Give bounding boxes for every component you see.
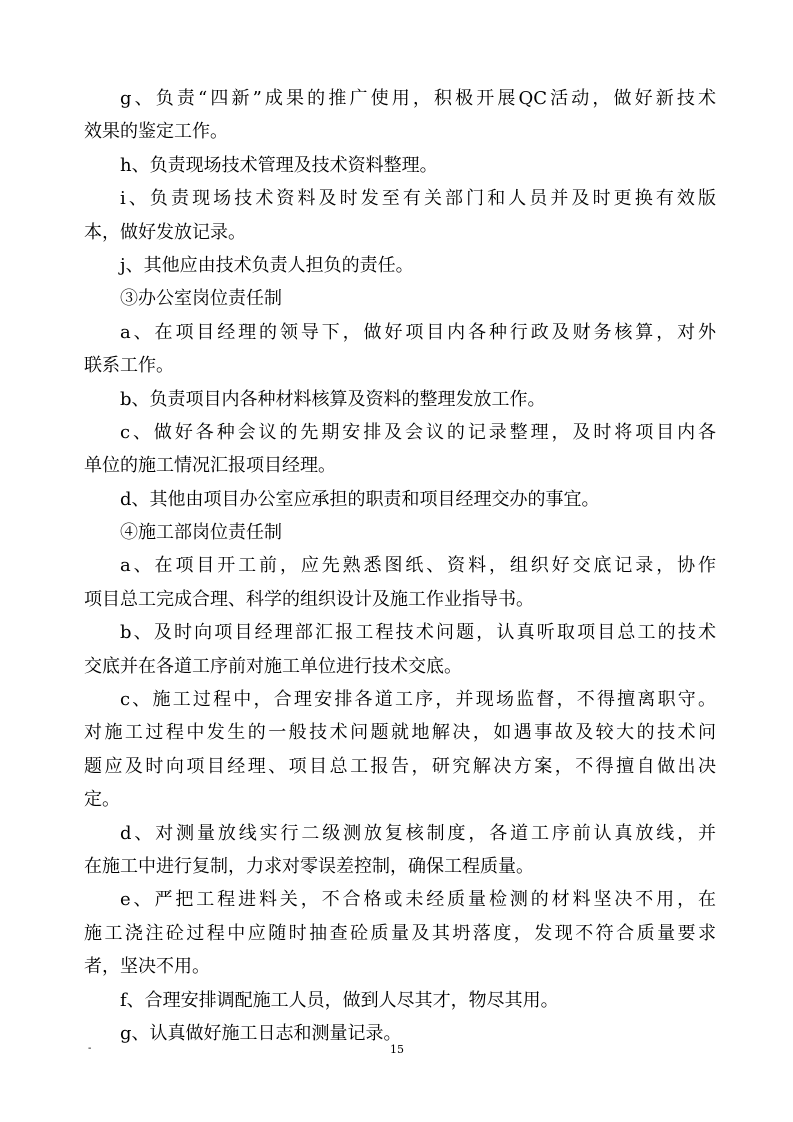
- text-line: d、对测量放线实行二级测放复核制度，各道工序前认真放线，并: [120, 822, 716, 844]
- text-line: g、认真做好施工日志和测量记录。: [120, 1022, 402, 1044]
- text-line: 者，坚决不用。: [84, 956, 210, 978]
- footer-dash: -: [88, 1043, 92, 1054]
- text-line: j、其他应由技术负责人担负的责任。: [120, 254, 414, 276]
- document-body: [84, 82, 716, 1050]
- text-line: 本，做好发放记录。: [84, 221, 246, 243]
- text-line: 效果的鉴定工作。: [84, 121, 228, 143]
- text-line: e、严把工程进料关，不合格或未经质量检测的材料坚决不用，在: [120, 889, 716, 911]
- text-line: 定。: [84, 789, 120, 811]
- text-line: a、在项目开工前，应先熟悉图纸、资料，组织好交底记录，协作: [120, 555, 716, 577]
- text-line: 交底并在各道工序前对施工单位进行技术交底。: [84, 655, 462, 677]
- text-line: 题应及时向项目经理、项目总工报告，研究解决方案，不得擅自做出决: [84, 755, 716, 777]
- text-line: 联系工作。: [84, 355, 174, 377]
- text-line: 在施工中进行复制，力求对零误差控制，确保工程质量。: [84, 855, 534, 877]
- text-line: 项目总工完成合理、科学的组织设计及施工作业指导书。: [84, 588, 534, 610]
- text-line: 施工浇注砼过程中应随时抽查砼质量及其坍落度，发现不符合质量要求: [84, 922, 716, 944]
- text-line: a、在项目经理的领导下，做好项目内各种行政及财务核算，对外: [120, 321, 716, 343]
- text-line: ③办公室岗位责任制: [120, 288, 282, 310]
- text-line: c、施工过程中，合理安排各道工序，并现场监督，不得擅离职守。: [120, 689, 716, 711]
- text-line: 对施工过程中发生的一般技术问题就地解决，如遇事故及较大的技术问: [84, 722, 716, 744]
- text-line: b、及时向项目经理部汇报工程技术问题，认真听取项目总工的技术: [120, 622, 716, 644]
- page-number: 15: [390, 1043, 404, 1056]
- text-line: ④施工部岗位责任制: [120, 522, 282, 544]
- text-line: i、负责现场技术资料及时发至有关部门和人员并及时更换有效版: [120, 188, 716, 210]
- text-line: f、合理安排调配施工人员，做到人尽其才，物尽其用。: [120, 989, 559, 1011]
- text-line: h、负责现场技术管理及技术资料整理。: [120, 154, 438, 176]
- text-line: c、做好各种会议的先期安排及会议的记录整理，及时将项目内各: [120, 421, 716, 443]
- text-line: g、负责“四新”成果的推广使用，积极开展QC活动，做好新技术: [120, 88, 716, 109]
- text-line: 单位的施工情况汇报项目经理。: [84, 455, 336, 477]
- text-line: d、其他由项目办公室应承担的职责和项目经理交办的事宜。: [120, 488, 600, 510]
- text-line: b、负责项目内各种材料核算及资料的整理发放工作。: [120, 388, 546, 410]
